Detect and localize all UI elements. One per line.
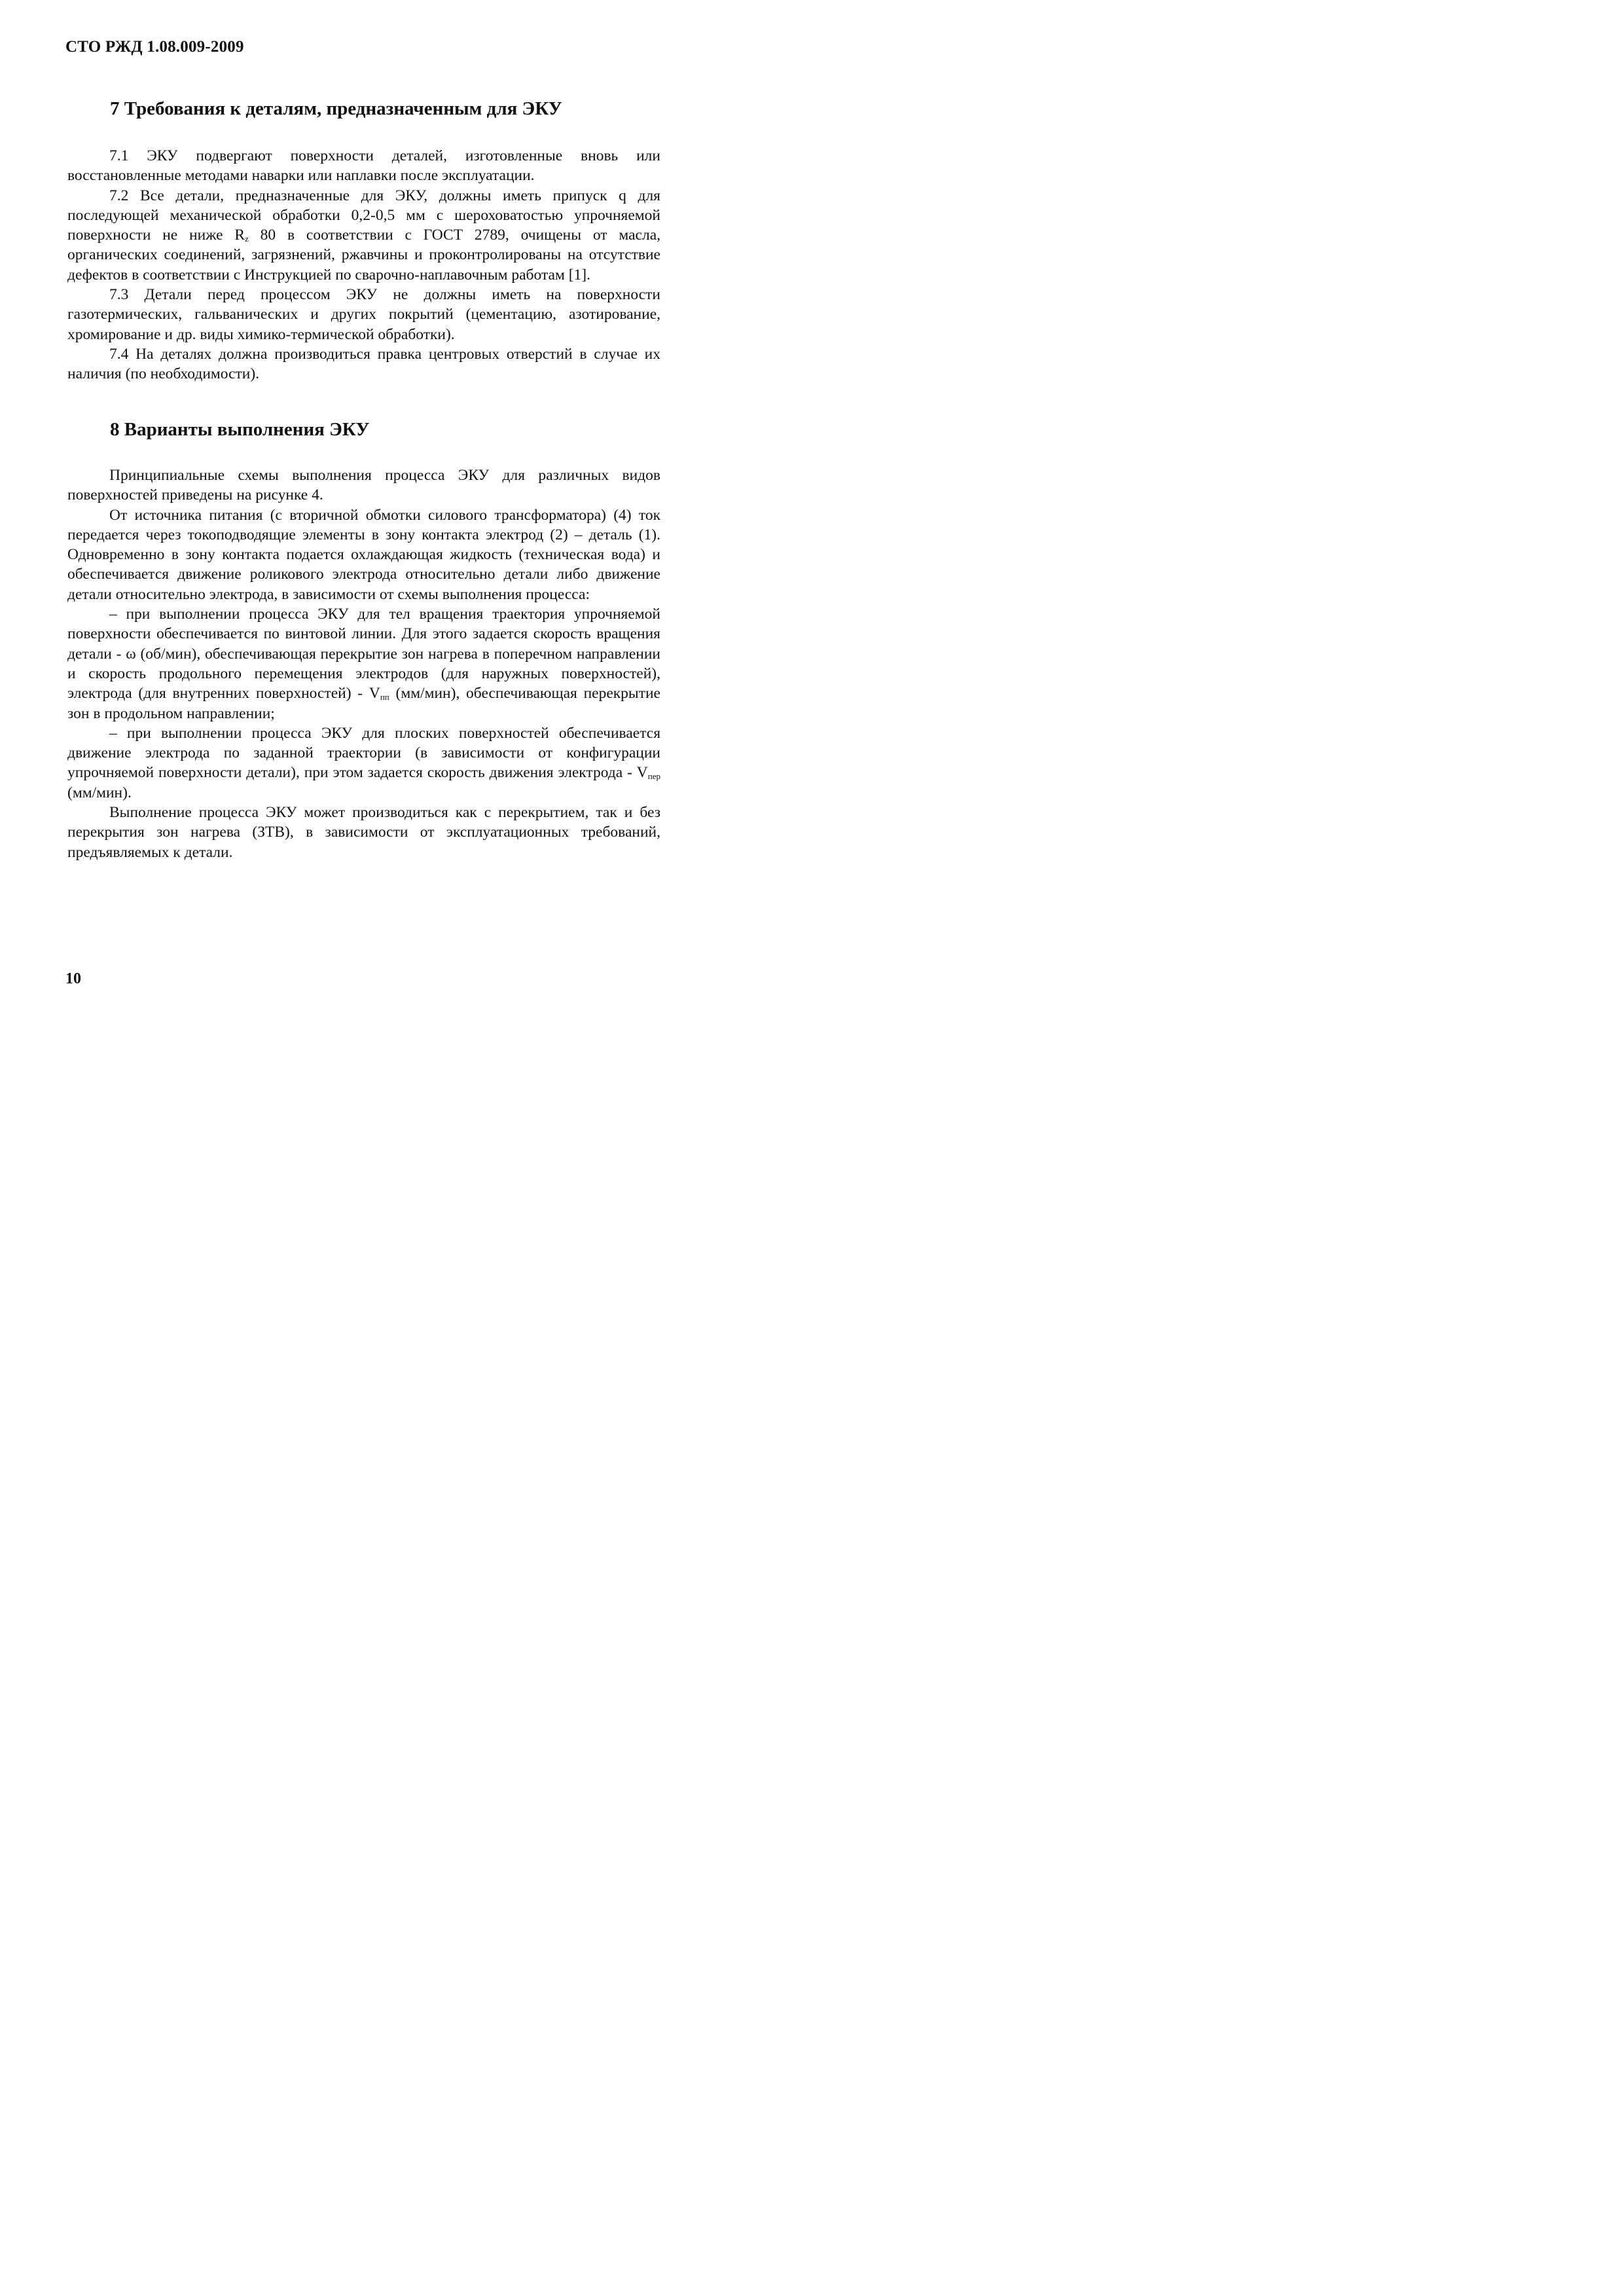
paragraph-8-intro: Принципиальные схемы выполнения процесса ЭКУ для различных видов поверхностей приведены на рисунке 4.: [67, 467, 660, 504]
velocity-pp-subscript: пп: [380, 692, 389, 702]
paragraph-8-flat-text-b: (мм/мин).: [67, 784, 132, 801]
paragraph-7-2-text-a: 7.2 Все детали, предназначенные для ЭКУ, должны иметь припуск q для последующей механической обработки 0,2-0,5 мм с шероховатостью упрочняемой поверхности не ниже R: [67, 187, 660, 244]
section-7-heading: 7 Требования к деталям, предназначенным для ЭКУ: [110, 98, 562, 119]
paragraph-7-2: [67, 186, 660, 285]
paragraph-7-2-text-b: 80 в соответствии с ГОСТ 2789, очищены от масла, органических соединений, загрязнений, ржавчины и проконтролированы на отсутствие дефектов в соответствии с Инструкцией по сварочно-наплавочным работам [1].: [67, 227, 661, 283]
document-code-header: СТО РЖД 1.08.009-2009: [65, 38, 244, 56]
paragraph-8-overlap: Выполнение процесса ЭКУ может производиться как с перекрытием, так и без перекрытия зон нагрева (ЗТВ), в зависимости от эксплуатационных требований, предъявляемых к детали.: [67, 804, 660, 861]
document-page: [0, 0, 727, 1027]
page-number: 10: [65, 970, 81, 987]
section-8-body: [67, 465, 660, 862]
paragraph-8-rotation-text-a: – при выполнении процесса ЭКУ для тел вращения траектория упрочняемой поверхности обеспечивается по винтовой линии. Для этого задается скорость вращения детали - ω (об/мин), обеспечивающая перекрытие зон нагрева в поперечном направлении и скорость продольного перемещения электродов (для наружных поверхностей), электрода (для внутренних поверхностей) - V: [67, 606, 660, 702]
paragraph-8-rotation-bodies: [67, 604, 660, 723]
paragraph-7-3: 7.3 Детали перед процессом ЭКУ не должны иметь на поверхности газотермических, гальванических и других покрытий (цементацию, азотирование, хромирование и др. виды химико-термической обработки).: [67, 286, 660, 343]
paragraph-7-4: 7.4 На деталях должна производиться правка центровых отверстий в случае их наличия (по необходимости).: [67, 345, 660, 383]
section-8-heading: 8 Варианты выполнения ЭКУ: [110, 419, 370, 440]
paragraph-8-power-source: От источника питания (с вторичной обмотки силового трансформатора) (4) ток передается через токоподводящие элементы в зону контакта электрод (2) – деталь (1). Одновременно в зону контакта подается охлаждающая жидкость (техническая вода) и обеспечивается движение роликового электрода относительно детали либо движение детали относительно электрода, в зависимости от схемы выполнения процесса:: [67, 506, 660, 603]
paragraph-8-rotation-text-b: (мм/мин), обеспечивающая перекрытие зон в продольном направлении;: [67, 685, 660, 722]
section-7-body: [67, 146, 660, 384]
roughness-subscript: z: [245, 234, 249, 244]
velocity-per-subscript: пер: [647, 771, 660, 782]
paragraph-8-flat-text-a: – при выполнении процесса ЭКУ для плоских поверхностей обеспечивается движение электрода по заданной траектории (в зависимости от конфигурации упрочняемой поверхности детали), при этом задается скорость движения электрода - V: [67, 724, 660, 782]
paragraph-7-1: 7.1 ЭКУ подвергают поверхности деталей, изготовленные вновь или восстановленные методами наварки или наплавки после эксплуатации.: [67, 147, 660, 185]
paragraph-8-flat-surfaces: [67, 723, 660, 803]
